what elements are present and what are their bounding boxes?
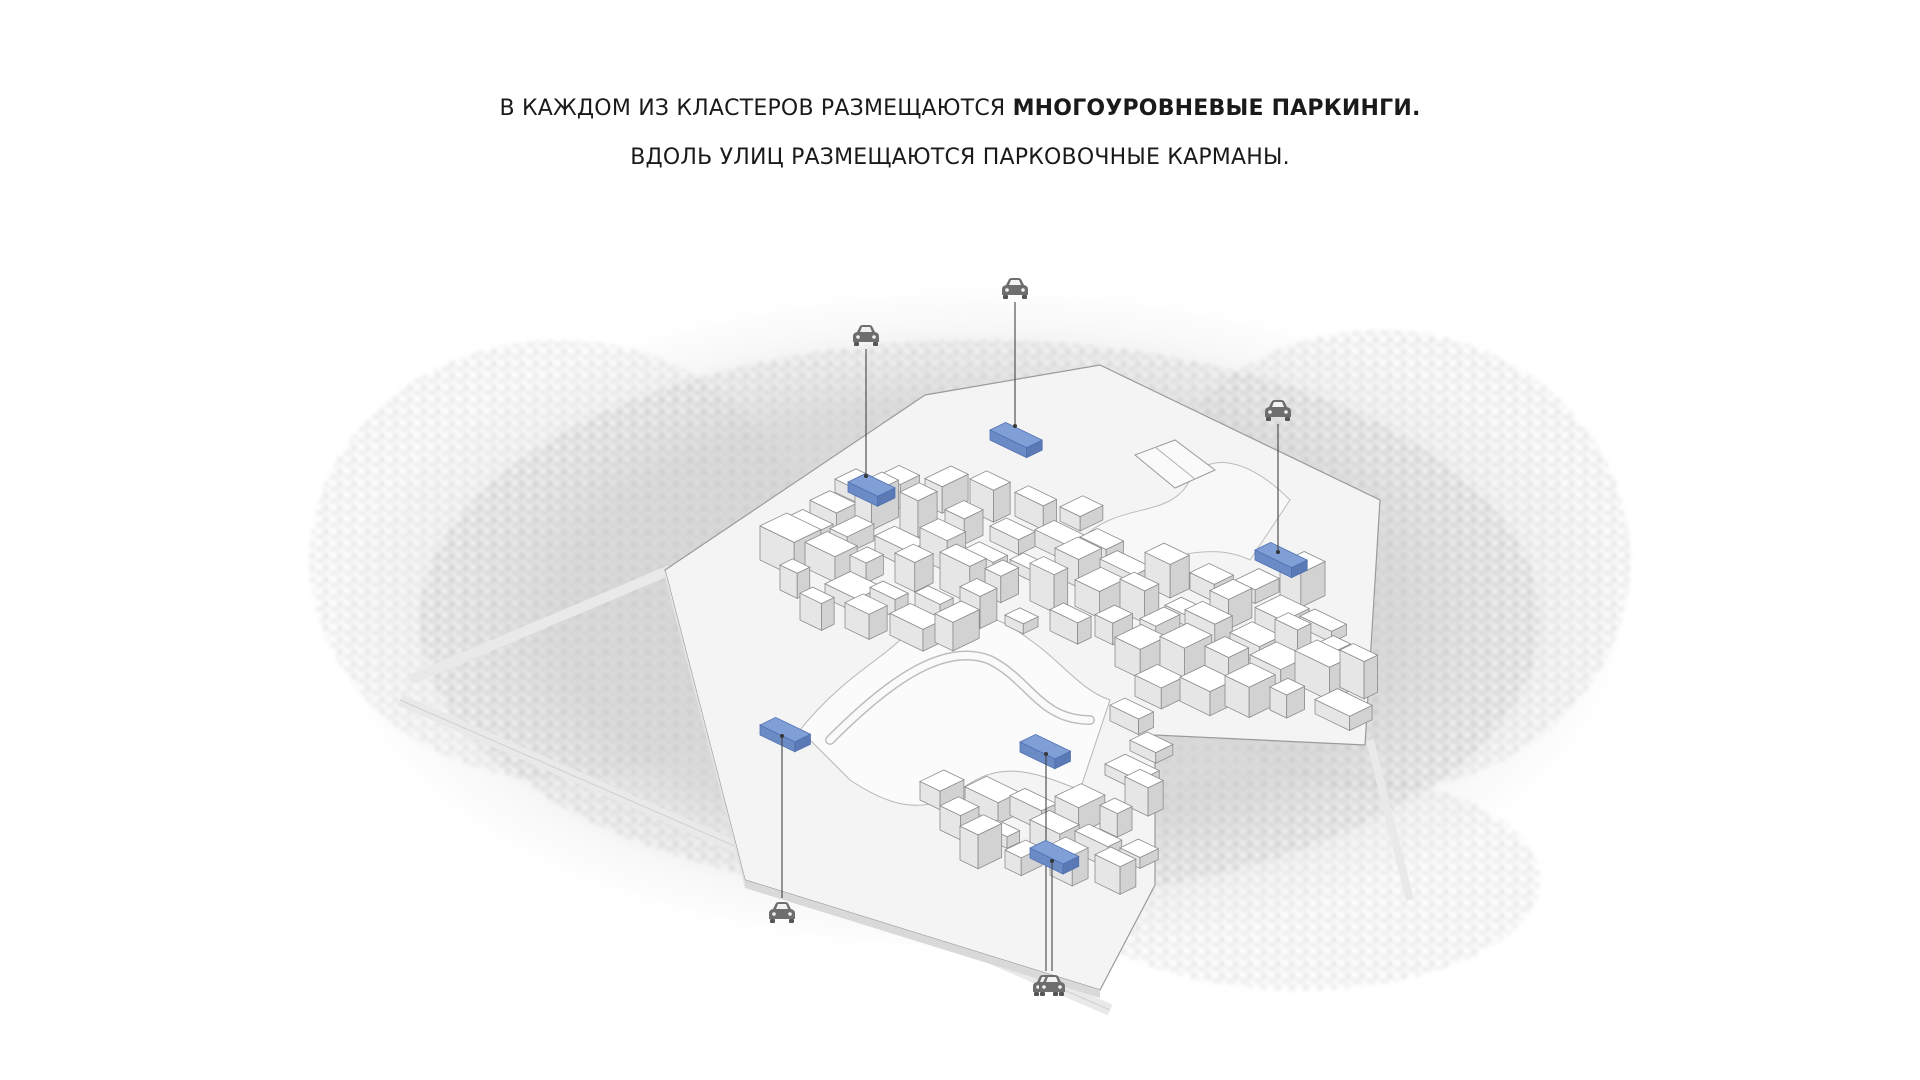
building-80: [960, 815, 1002, 869]
building-74: [1100, 798, 1132, 837]
caption-line-1-regular: В КАЖДОМ ИЗ КЛАСТЕРОВ РАЗМЕЩАЮТСЯ: [499, 96, 1013, 121]
caption-line-1-bold: МНОГОУРОВНЕВЫЕ ПАРКИНГИ.: [1012, 96, 1421, 121]
caption-line-2: ВДОЛЬ УЛИЦ РАЗМЕЩАЮТСЯ ПАРКОВОЧНЫЕ КАРМАНЫ.: [630, 145, 1290, 170]
building-28: [895, 544, 933, 592]
building-64: [1270, 678, 1305, 718]
